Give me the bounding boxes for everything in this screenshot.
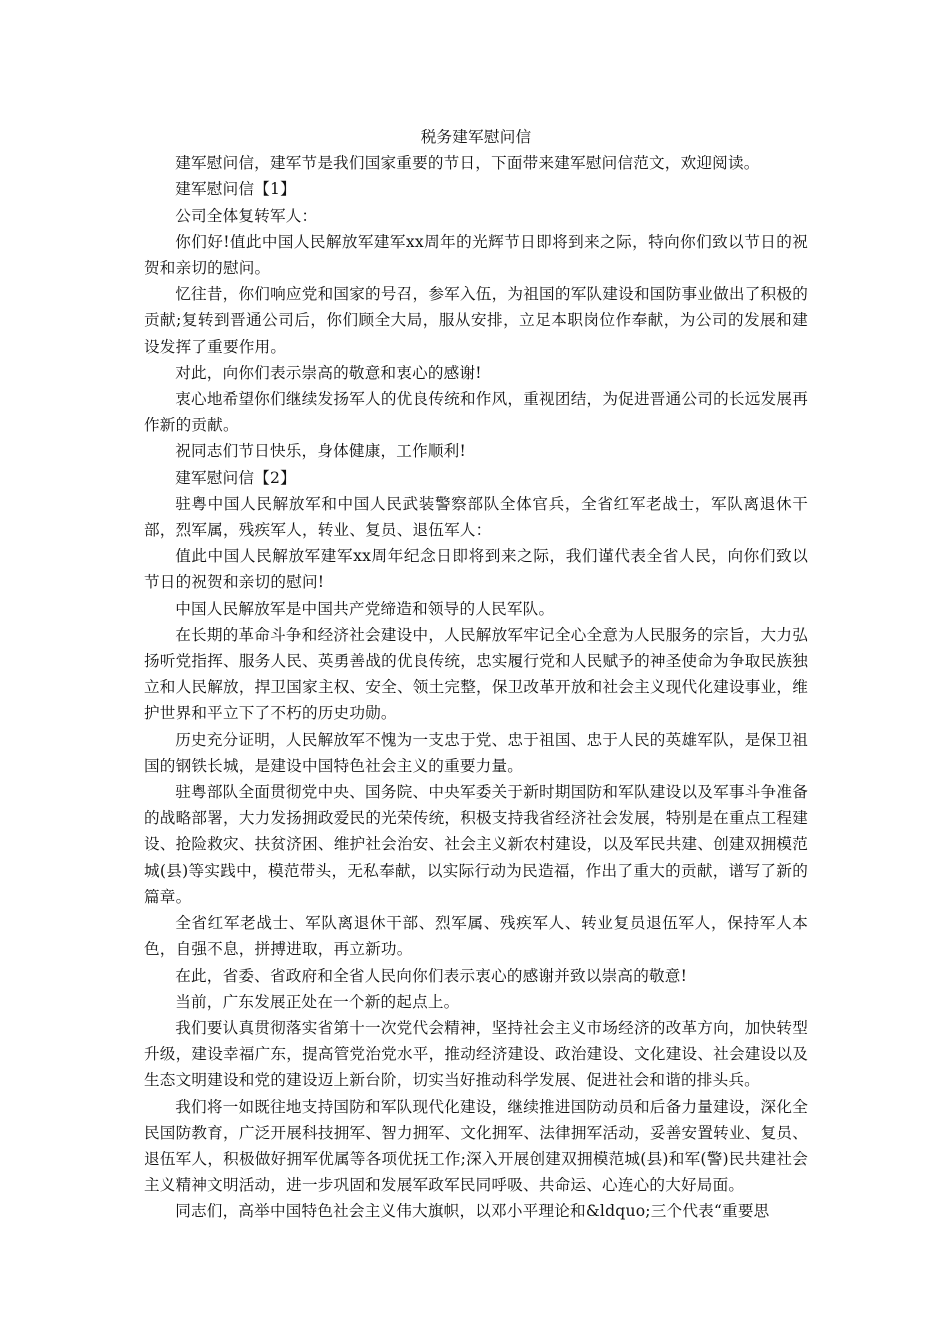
body-paragraph: 历史充分证明，人民解放军不愧为一支忠于党、忠于祖国、忠于人民的英雄军队，是保卫祖国的钢铁长城，是建设中国特色社会主义的重要力量。 — [144, 730, 808, 775]
body-paragraph: 我们要认真贯彻落实省第十一次党代会精神，坚持社会主义市场经济的改革方向，加快转型升级，建设幸福广东，提高管党治党水平，推动经济建设、政治建设、文化建设、社会建设以及生态文明建设和党的建设迈上新台阶，切实当好推动科学发展、促进社会和谐的排头兵。 — [144, 1018, 808, 1090]
intro-paragraph: 建军慰问信，建军节是我们国家重要的节日，下面带来建军慰问信范文，欢迎阅读。 — [175, 154, 760, 173]
salutation-1: 公司全体复转军人： — [175, 206, 318, 225]
body-paragraph: 忆往昔，你们响应党和国家的号召，参军入伍，为祖国的军队建设和国防事业做出了积极的贡献;复转到晋通公司后，你们顾全大局，服从安排，立足本职岗位作奉献，为公司的发展和建设发挥了重要作用。 — [144, 285, 808, 356]
body-paragraph: 在长期的革命斗争和经济社会建设中，人民解放军牢记全心全意为人民服务的宗旨，大力弘扬听党指挥、服务人民、英勇善战的优良传统，忠实履行党和人民赋予的神圣使命为争取民族独立和人民解放，捍卫国家主权、安全、领土完整，保卫改革开放和社会主义现代化建设事业，维护世界和平立下了不朽的历史功勋。 — [144, 625, 808, 723]
body-paragraph-truncated: 同志们，高举中国特色社会主义伟大旗帜，以邓小平理论和&ldquo;三个代表“重要思 — [175, 1202, 770, 1221]
body-paragraph: 衷心地希望你们继续发扬军人的优良传统和作风，重视团结，为促进晋通公司的长远发展再作新的贡献。 — [144, 390, 808, 435]
body-paragraph: 驻粤部队全面贯彻党中央、国务院、中央军委关于新时期国防和军队建设以及军事斗争准备的战略部署，大力发扬拥政爱民的光荣传统，积极支持我省经济社会发展，特别是在重点工程建设、抢险救灾、扶贫济困、维护社会治安、社会主义新农村建设，以及军民共建、创建双拥模范城(县)等实践中，模范带头，无私奉献，以实际行动为民造福，作出了重大的贡献，谱写了新的篇章。 — [144, 783, 808, 906]
body-paragraph: 值此中国人民解放军建军xx周年纪念日即将到来之际，我们谨代表全省人民，向你们致以节日的祝贺和亲切的慰问! — [144, 547, 808, 592]
body-paragraph: 你们好!值此中国人民解放军建军xx周年的光辉节日即将到来之际，特向你们致以节日的祝贺和亲切的慰问。 — [144, 232, 808, 278]
section-heading-2: 建军慰问信【2】 — [175, 468, 296, 487]
body-paragraph: 中国人民解放军是中国共产党缔造和领导的人民军队。 — [175, 599, 555, 618]
section-heading-1: 建军慰问信【1】 — [175, 180, 296, 199]
closing-wish-1: 祝同志们节日快乐，身体健康，工作顺利! — [175, 442, 466, 461]
document-title: 税务建军慰问信 — [420, 128, 532, 146]
document-body — [144, 124, 808, 1225]
body-paragraph: 当前，广东发展正处在一个新的起点上。 — [175, 992, 460, 1011]
body-paragraph: 对此，向你们表示崇高的敬意和衷心的感谢! — [175, 363, 482, 382]
body-paragraph: 全省红军老战士、军队离退休干部、烈军属、残疾军人、转业复员退伍军人，保持军人本色，自强不息，拼搏进取，再立新功。 — [144, 914, 808, 959]
salutation-2: 驻粤中国人民解放军和中国人民武装警察部队全体官兵，全省红军老战士，军队离退休干部，烈军属，残疾军人，转业、复员、退伍军人： — [144, 494, 808, 540]
body-paragraph: 在此，省委、省政府和全省人民向你们表示衷心的感谢并致以崇高的敬意! — [175, 966, 688, 985]
body-paragraph: 我们将一如既往地支持国防和军队现代化建设，继续推进国防动员和后备力量建设，深化全民国防教育，广泛开展科技拥军、智力拥军、文化拥军、法律拥军活动，妥善安置转业、复员、退伍军人，积极做好拥军优属等各项优抚工作;深入开展创建双拥模范城(县)和军(警)民共建社会主义精神文明活动，进一步巩固和发展军政军民同呼吸、共命运、心连心的大好局面。 — [144, 1097, 808, 1195]
